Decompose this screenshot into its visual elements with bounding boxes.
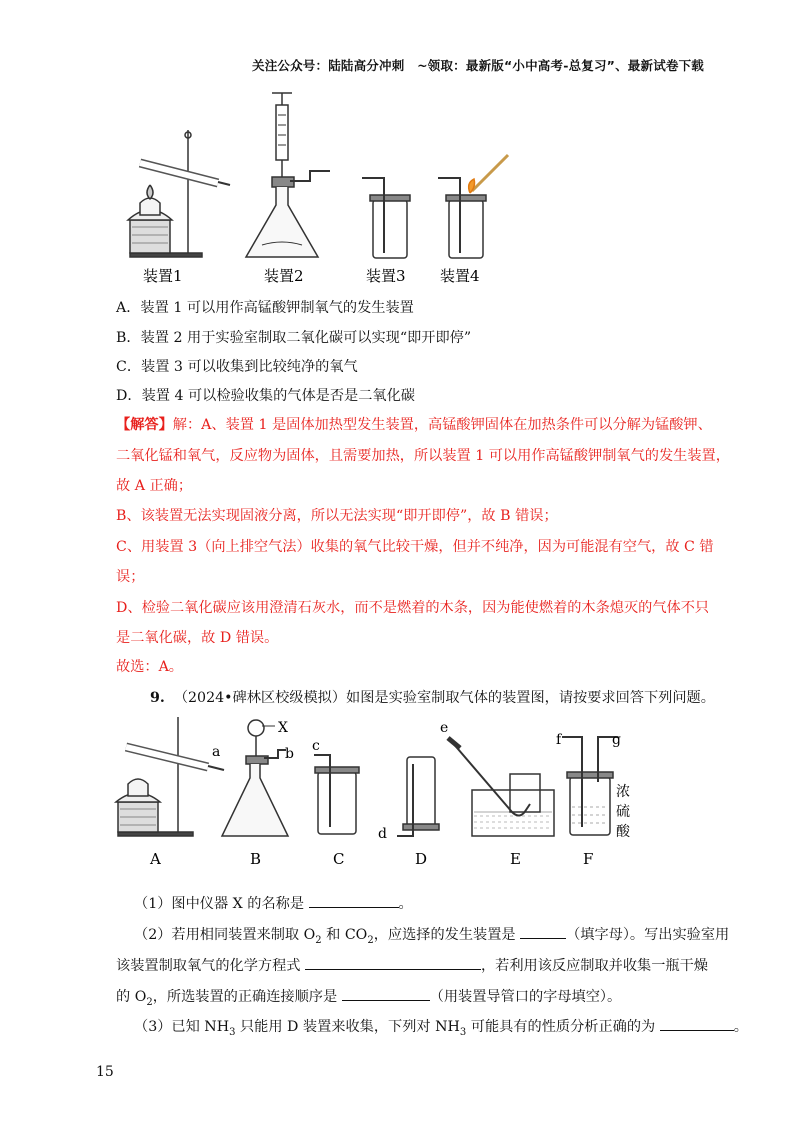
q9-sub2-line2 bbox=[116, 955, 708, 976]
t: 只能用 D 装置来收集，下列对 NH bbox=[235, 1019, 460, 1035]
answer-blank-1[interactable] bbox=[309, 893, 399, 908]
t: 3 bbox=[229, 1026, 236, 1038]
q9-number: 9. bbox=[150, 690, 165, 706]
answer-blank-5[interactable] bbox=[660, 1016, 734, 1031]
answer-blank-2[interactable] bbox=[520, 924, 566, 939]
device-label-b: B bbox=[250, 850, 262, 868]
q9-stem bbox=[150, 688, 715, 708]
answer-line-4: B、该装置无法实现固液分离，所以无法实现“即开即停”，故 B 错误； bbox=[116, 508, 558, 524]
q9-sub2-line3 bbox=[116, 986, 621, 1013]
answer-line-3: 故 A 正确； bbox=[116, 478, 193, 494]
option-a: A．装置 1 可以用作高锰酸钾制氧气的发生装置 bbox=[116, 300, 414, 316]
option-d: D．装置 4 可以检验收集的气体是否是二氧化碳 bbox=[116, 388, 415, 404]
option-c: C．装置 3 可以收集到比较纯净的氧气 bbox=[116, 359, 358, 375]
port-label-c: c bbox=[312, 738, 320, 754]
q9-stem-text: （2024•碑林区校级模拟）如图是实验室制取气体的装置图，请按要求回答下列问题。 bbox=[173, 690, 715, 706]
acid-label-2: 硫 bbox=[616, 804, 630, 820]
answer-blank-3[interactable] bbox=[305, 955, 481, 970]
port-label-g: g bbox=[612, 732, 621, 748]
answer-blank-4[interactable] bbox=[342, 986, 430, 1001]
acid-label-3: 酸 bbox=[616, 824, 630, 840]
device-label-c: C bbox=[333, 850, 345, 868]
device-label-f: F bbox=[583, 850, 594, 868]
page-number: 15 bbox=[96, 1064, 114, 1080]
device-label-3: 装置3 bbox=[366, 267, 406, 285]
q9-sub3 bbox=[134, 1016, 748, 1043]
answer-choice: 故选：A。 bbox=[116, 659, 183, 675]
answer-line-5: C、用装置 3（向上排空气法）收集的氧气比较干燥，但并不纯净，因为可能混有空气，故 C 错 bbox=[116, 539, 714, 555]
t: 。 bbox=[733, 1019, 748, 1035]
answer-line-2: 二氧化锰和氧气，反应物为固体，且需要加热，所以装置 1 可以用作高锰酸钾制氧气的发生装置， bbox=[116, 448, 730, 464]
t: （用装置导管口的字母填空）。 bbox=[429, 989, 622, 1005]
port-label-b: b bbox=[285, 746, 294, 762]
q9-sub1-text: （1）图中仪器 X 的名称是 bbox=[134, 896, 309, 912]
figure-apparatus-a-f bbox=[0, 712, 800, 882]
q9-sub1 bbox=[134, 893, 413, 914]
option-b: B．装置 2 用于实验室制取二氧化碳可以实现“即开即停” bbox=[116, 330, 472, 346]
port-label-x: X bbox=[278, 720, 288, 736]
t: （2）若用相同装置来制取 O bbox=[134, 927, 316, 943]
t: 该装置制取氧气的化学方程式 bbox=[116, 958, 305, 974]
t: 的 O bbox=[116, 989, 147, 1005]
device-label-4: 装置4 bbox=[440, 267, 480, 285]
port-label-d: d bbox=[378, 826, 387, 842]
q9-sub1-end: 。 bbox=[398, 896, 413, 912]
device-label-e: E bbox=[510, 850, 521, 868]
answer-line-8: 是二氧化碳，故 D 错误。 bbox=[116, 630, 279, 646]
answer-line-6: 误； bbox=[116, 569, 145, 585]
page-header: 关注公众号：陆陆高分冲刺 ~领取：最新版“小中高考-总复习”、最新试卷下载 bbox=[252, 58, 704, 73]
answer-line-7: D、检验二氧化碳应该用澄清石灰水，而不是燃着的木条，因为能使燃着的木条熄灭的气体不只 bbox=[116, 600, 710, 616]
t: 2 bbox=[367, 934, 374, 946]
t: （3）已知 NH bbox=[134, 1019, 230, 1035]
device-label-a: A bbox=[150, 850, 161, 868]
q9-sub2-line1 bbox=[134, 924, 729, 951]
t: 2 bbox=[315, 934, 322, 946]
t: 3 bbox=[459, 1026, 467, 1038]
port-label-f: f bbox=[556, 732, 562, 748]
device-label-1: 装置1 bbox=[143, 267, 183, 285]
answer-line-1 bbox=[116, 415, 712, 435]
t: （填字母）。写出实验室用 bbox=[566, 927, 730, 943]
t: ，若利用该反应制取并收集一瓶干燥 bbox=[480, 958, 708, 974]
t: ，应选择的发生装置是 bbox=[373, 927, 521, 943]
device-label-2: 装置2 bbox=[264, 267, 304, 285]
t: ，所选装置的正确连接顺序是 bbox=[152, 989, 342, 1005]
t: 和 CO bbox=[321, 927, 368, 943]
port-label-e: e bbox=[440, 720, 449, 736]
acid-label-1: 浓 bbox=[616, 784, 630, 800]
t: 2 bbox=[146, 996, 153, 1008]
t: 可能具有的性质分析正确的为 bbox=[466, 1019, 660, 1035]
answer-text-1: 解：A、装置 1 是固体加热型发生装置，高锰酸钾固体在加热条件可以分解为锰酸钾、 bbox=[172, 417, 712, 433]
device-label-d: D bbox=[415, 850, 428, 868]
port-label-a: a bbox=[212, 744, 221, 760]
answer-tag: 【解答】 bbox=[116, 417, 173, 433]
